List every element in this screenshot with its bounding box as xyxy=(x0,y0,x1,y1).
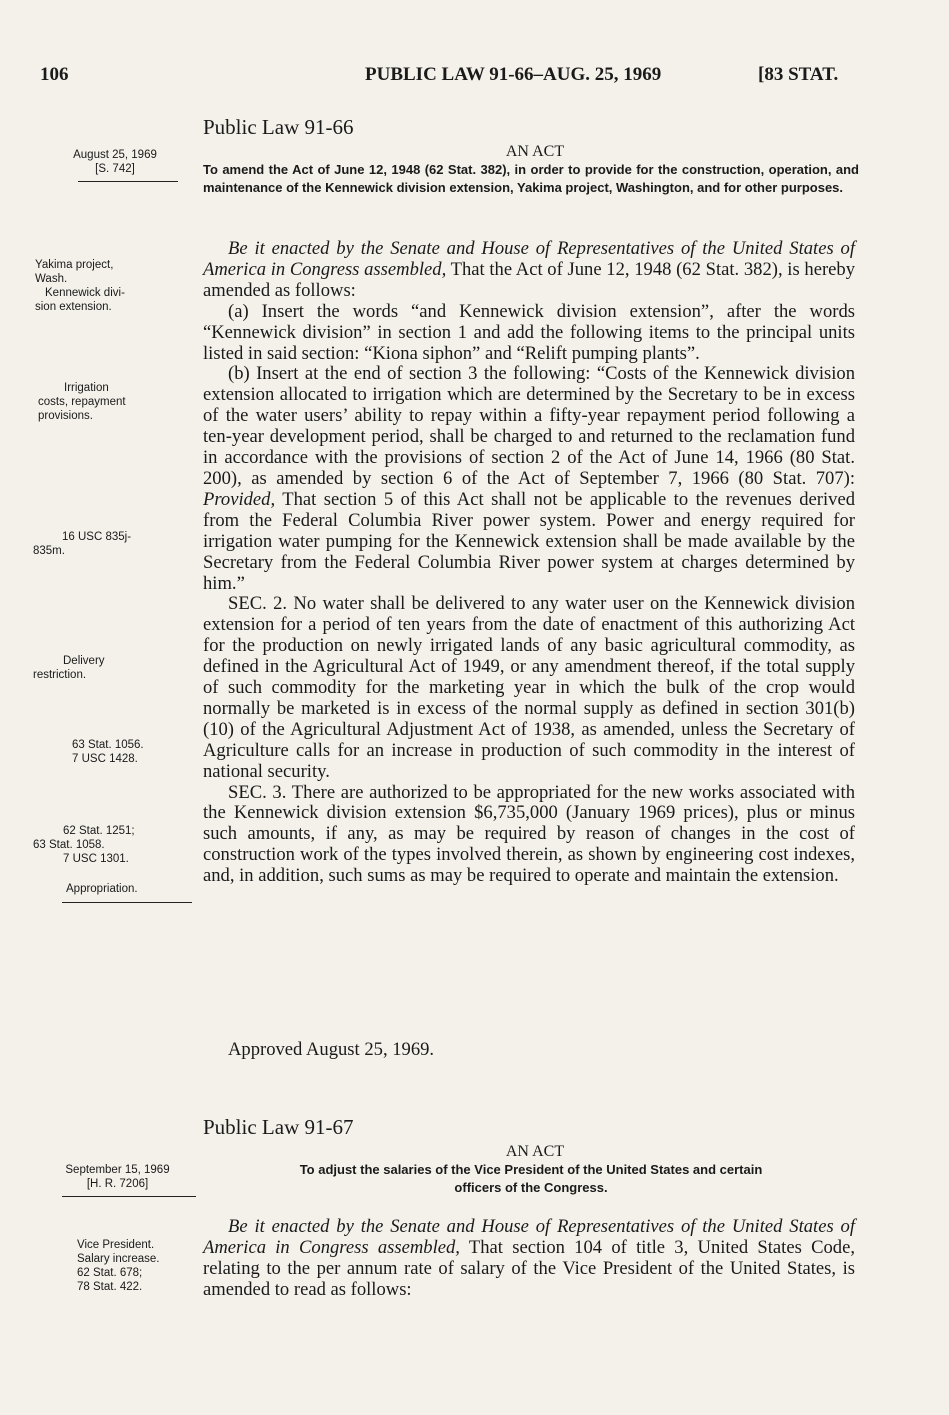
date-line: September 15, 1969 xyxy=(65,1164,170,1176)
margin-note-yakima xyxy=(35,258,195,314)
date-line: August 25, 1969 xyxy=(73,149,157,161)
section-text: There are authorized to be appropriated for the new works associated with the Kennewick division extension $6,735,000 (January 1969 prices), plus or minus such amounts, if any, as may be required by reason of changes in the cost of construction work of the types involved therein, as shown by engineering cost indexes, and, in addition, such sums as may be required to operate and maintain the extension. xyxy=(203,781,856,887)
margin-note-vp xyxy=(40,1238,200,1294)
law-91-67-body xyxy=(203,1217,855,1301)
note-line: Salary increase. xyxy=(77,1253,160,1265)
note-line: 62 Stat. 1251; xyxy=(63,825,135,837)
act-purpose xyxy=(203,161,859,197)
divider xyxy=(62,902,192,903)
law-title-91-66: Public Law 91-66 xyxy=(203,115,354,139)
enacting-text: That section 104 of title 3, United States Code, relating to the per annum rate of salary of the Vice President of the United States, is amended to read as follows: xyxy=(203,1236,855,1300)
note-line: 62 Stat. 678; xyxy=(77,1267,143,1279)
act-label-2: AN ACT xyxy=(505,1143,565,1160)
section-label: SEC. 2. xyxy=(228,593,288,615)
page-number: 106 xyxy=(40,64,69,85)
margin-note-appropriation: Appropriation. xyxy=(66,883,138,895)
purpose-line: To adjust the salaries of the Vice President of the United States and certain xyxy=(299,1162,763,1177)
note-line: Delivery xyxy=(63,655,105,667)
purpose-line: officers of the Congress. xyxy=(454,1180,608,1195)
note-line: 7 USC 1301. xyxy=(63,853,129,865)
margin-note-irrigation xyxy=(38,381,198,423)
bill-number: [S. 742] xyxy=(95,163,135,175)
note-line: Vice President. xyxy=(77,1239,155,1251)
note-line: 835m. xyxy=(33,545,65,557)
note-line: restriction. xyxy=(33,669,87,681)
approved-line: Approved August 25, 1969. xyxy=(228,1039,435,1060)
margin-note-delivery xyxy=(33,654,193,682)
divider xyxy=(78,181,178,182)
note-line: 78 Stat. 422. xyxy=(77,1281,143,1293)
section-3 xyxy=(203,783,855,888)
margin-note-date xyxy=(40,148,190,176)
enacting-paragraph xyxy=(203,239,855,302)
para-b-text: (b) Insert at the end of section 3 the following: “Costs of the Kennewick division extension allocated to irrigation which are determined by the Secretary to be in excess of the water users’ ability to repay within a fifty-year repayment period following a ten-year development period, shall be charged to and returned to the reclamation fund in accordance with the provisions of section 2 of the Act of June 14, 1966 (80 Stat. 200), as amended by section 6 of the Act of September 7, 1966 (80 Stat. 707): xyxy=(203,363,855,489)
enacting-clause: Be it enacted by the Senate and House of Representatives of the United States of America in Congress assembled, xyxy=(203,1216,855,1258)
note-line: Yakima project, xyxy=(35,259,114,271)
note-line: 63 Stat. 1058. xyxy=(33,839,105,851)
note-line: provisions. xyxy=(38,410,93,422)
note-line: Irrigation xyxy=(64,382,109,394)
enacting-paragraph-2 xyxy=(203,1217,855,1301)
paragraph-a: (a) Insert the words “and Kennewick division extension”, after the words “Kennewick division” in section 1 and add the following items to the principal units listed in said section: “Kiona siphon” and “Relift pumping plants”. xyxy=(203,300,855,364)
note-line: 63 Stat. 1056. xyxy=(72,739,144,751)
note-line: Wash. xyxy=(35,273,68,285)
section-text: No water shall be delivered to any water user on the Kennewick division extension for a period of ten years from the date of enactment of this authorizing Act for the production on newly irrigated lands of any basic agricultural commodity, as defined in the Agricultural Act of 1949, or any amendment thereof, if the total supply of such commodity for the marketing year in which the bulk of the crop would normally be marketed is in excess of the normal supply as defined in section 301(b)(10) of the Agricultural Adjustment Act of 1938, as amended, unless the Secretary of Agriculture calls for an increase in production of such commodity in the interest of national security. xyxy=(203,593,856,782)
law-91-66-body xyxy=(203,239,855,887)
bill-number: [H. R. 7206] xyxy=(86,1178,149,1190)
margin-note-stat-1251 xyxy=(33,824,193,866)
act-label: AN ACT xyxy=(505,143,565,160)
note-line: costs, repayment xyxy=(38,396,126,408)
volume-citation: [83 STAT. xyxy=(758,64,839,85)
margin-note-date-2 xyxy=(35,1163,200,1191)
para-b-text-2: That section 5 of this Act shall not be applicable to the revenues derived from the Federal Columbia River power system. Power and energy required for irrigation water pumping for the Kennewick extension shall be made available by the Secretary from the Federal Columbia River power system at charges determined by him.” xyxy=(203,488,855,594)
enacting-text: That the Act of June 12, 1948 (62 Stat. 382), is hereby amended as follows: xyxy=(203,258,855,301)
law-title-91-67: Public Law 91-67 xyxy=(203,1115,354,1139)
provided-word: Provided, xyxy=(203,488,276,510)
note-line: 7 USC 1428. xyxy=(72,753,138,765)
running-title: PUBLIC LAW 91-66–AUG. 25, 1969 xyxy=(365,64,662,85)
note-line: 16 USC 835j- xyxy=(62,531,132,543)
section-label: SEC. 3. xyxy=(228,781,287,803)
purpose-text: To amend the Act of June 12, 1948 (62 Stat. 382), in order to provide for the construction, operation, and maintenance of the Kennewick division extension, Yakima project, Washington, and for other purposes. xyxy=(203,162,859,195)
note-line: sion extension. xyxy=(35,301,112,313)
divider xyxy=(62,1196,196,1197)
act-purpose-2 xyxy=(203,1161,859,1197)
margin-note-usc xyxy=(33,530,193,558)
enacting-clause: Be it enacted by the Senate and House of Representatives of the United States of America in Congress assembled, xyxy=(203,238,855,280)
section-2 xyxy=(203,594,855,782)
note-line: Kennewick divi- xyxy=(45,287,125,299)
paragraph-b xyxy=(203,364,855,594)
